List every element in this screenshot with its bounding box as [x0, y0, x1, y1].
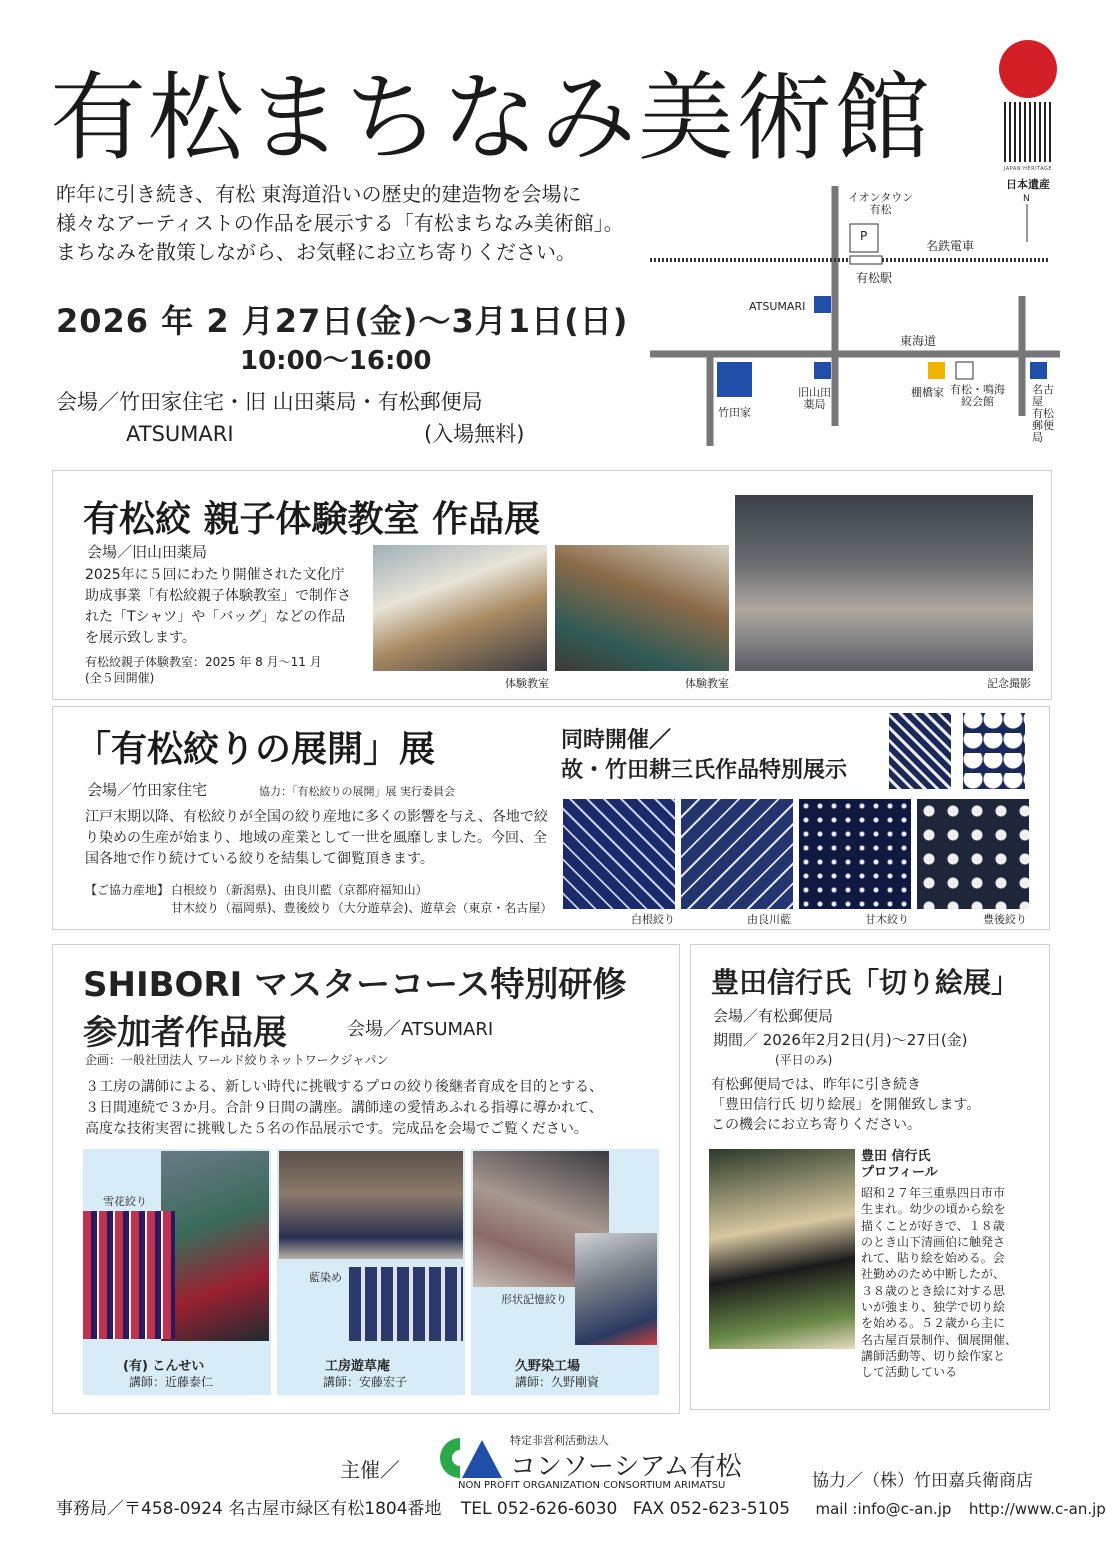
- profile-line: 講師活動等、切り絵作家と: [861, 1348, 1006, 1363]
- station-box: [850, 256, 882, 264]
- photo-amagi: [799, 799, 911, 909]
- photo-kimono-1: [889, 713, 951, 789]
- section3-body: 高度な技術実習に挑戦した５名の作品展示です。完成品を会場でご覧ください。: [85, 1121, 588, 1137]
- event-venue: [56, 386, 483, 450]
- office-info: [56, 1494, 1106, 1519]
- workshop-name: 久野染工場: [515, 1359, 581, 1374]
- kirie-artwork: [709, 1149, 855, 1349]
- workshop-tag: 雪花絞り: [103, 1195, 147, 1208]
- tanahashi-marker: [928, 362, 945, 379]
- map-label-post: 名古屋 有松 郵便局: [1032, 383, 1054, 444]
- section4-body: 有松郵便局では、昨年に引き続き: [711, 1077, 921, 1093]
- photo-caption: 体験教室: [505, 677, 549, 690]
- access-map: [650, 186, 1060, 446]
- map-label-station: 有松駅: [856, 271, 893, 285]
- profile-line: して活動している: [861, 1365, 958, 1380]
- intro-line: 昨年に引き続き、有松 東海道沿いの歴史的建造物を会場に: [56, 182, 582, 206]
- yamada-marker: [814, 362, 831, 379]
- workshop-name: (有) こんせい: [123, 1359, 205, 1374]
- photo-yuragawa: [681, 799, 793, 909]
- profile-line: いが強まり、独学で切り絵: [861, 1300, 1006, 1315]
- photo-caption: 由良川藍: [747, 913, 791, 926]
- section4-body: この機会にお立ち寄りください。: [711, 1117, 921, 1133]
- map-label-north: N: [1023, 194, 1030, 204]
- photo-caption: 記念撮影: [987, 677, 1031, 690]
- map-label-aeon: イオンタウン 有松: [848, 191, 914, 216]
- organizer-label: 主催／: [340, 1458, 400, 1482]
- venue-line: 会場／竹田家住宅・旧 山田薬局・有松郵便局: [56, 390, 483, 414]
- profile-line: 描くことが好きで、１８歳: [861, 1218, 1005, 1233]
- profile-title: プロフィール: [861, 1165, 938, 1180]
- photo-group: [735, 495, 1033, 671]
- admission-free: (入場無料): [424, 422, 525, 446]
- office-mail[interactable]: mail :info@c-an.jp: [815, 1500, 952, 1518]
- cooperation: 協力／（株）竹田嘉兵衛商店: [812, 1471, 1033, 1491]
- section4-title: 豊田信行氏「切り絵展」: [711, 966, 1020, 999]
- atsumari-marker: [814, 296, 831, 313]
- profile-line: ３８歳のとき絵に対する思: [861, 1283, 1006, 1298]
- section4-venue: 会場／有松郵便局: [713, 1007, 834, 1025]
- workshop-tag: 藍染め: [309, 1271, 342, 1284]
- venue-line: ATSUMARI: [126, 422, 234, 446]
- photo-workshop-2: [555, 545, 729, 671]
- section2-regions-label: 【ご協力産地】: [85, 883, 170, 897]
- section2-regions: 甘木絞り（福岡県)、豊後絞り（大分遊草会)、遊草会（東京・名古屋）: [171, 901, 553, 915]
- map-label-parking: P: [860, 229, 868, 243]
- section4-body: 「豊田信行氏 切り絵展」を開催致します。: [711, 1097, 981, 1113]
- japan-heritage-logo: [996, 40, 1060, 192]
- map-label-atsumari: ATSUMARI: [749, 300, 806, 313]
- org-name: コンソーシアム有松: [510, 1452, 742, 1482]
- map-label-meitetsu: 名鉄電車: [926, 239, 975, 253]
- workshop-name: 工房遊草庵: [325, 1359, 391, 1374]
- section1-body: 2025年に５回にわたり開催された文化庁助成事業「有松絞親子体験教室」で制作された「Tシャツ」や「バッグ」などの作品を展示致します。: [85, 567, 351, 646]
- heritage-mark-icon: [1004, 102, 1052, 162]
- map-label-kaikan: 有松・鳴海 絞会館: [950, 383, 1005, 408]
- profile-line: を始める。５２歳から主に: [861, 1316, 1006, 1331]
- profile-line: 名古屋百景制作、個展開催、: [861, 1332, 1018, 1347]
- section1-note: (全５回開催): [85, 671, 155, 685]
- photo-kuno-2: [575, 1233, 657, 1345]
- section3-venue: 会場／ATSUMARI: [347, 1019, 494, 1040]
- section2-subtitle: 故・竹田耕三氏作品特別展示: [561, 758, 848, 783]
- office-tel: TEL 052-626-6030: [460, 1499, 618, 1519]
- workshop-teacher: 講師：安藤宏子: [323, 1375, 408, 1389]
- post-marker: [1030, 362, 1047, 379]
- section2-subtitle: 同時開催／: [561, 728, 672, 753]
- intro-text: [56, 180, 666, 267]
- section3-body: ３日間連続で３か月。合計９日間の講座。講師達の愛情あふれる指導に導かれて、: [85, 1100, 603, 1116]
- section3-title: SHIBORI マスターコース特別研修: [83, 965, 627, 1005]
- profile-title: 豊田 信行氏: [861, 1149, 931, 1164]
- photo-konsei-2: [83, 1211, 175, 1339]
- heritage-small-text: JAPAN HERITAGE: [1003, 166, 1053, 172]
- kaikan-marker: [956, 362, 973, 379]
- section-shibori-master: [52, 944, 680, 1414]
- profile-line: 社勤めのため中断したが、: [861, 1267, 1006, 1282]
- section2-coop: 協力：「有松絞りの展開」展 実行委員会: [259, 785, 455, 798]
- event-date: 2026 年 2 月27日(金)～3月1日(日): [56, 302, 629, 340]
- section1-note: 有松絞親子体験教室：2025 年 8 月～11 月: [85, 655, 322, 669]
- section1-title: 有松絞 親子体験教室 作品展: [83, 499, 541, 540]
- office-address: 事務局／〒458-0924 名古屋市緑区有松1804番地: [56, 1499, 442, 1519]
- photo-workshop-1: [373, 545, 547, 671]
- map-label-yamada: 旧山田 薬局: [798, 386, 831, 411]
- section2-venue: 会場／竹田家住宅: [87, 781, 208, 799]
- section-oyako-exhibition: [52, 470, 1052, 700]
- section3-title: 参加者作品展: [83, 1013, 287, 1053]
- office-fax: FAX 052-623-5105: [632, 1499, 791, 1519]
- intro-line: まちなみを散策しながら、お気軽にお立ち寄りください。: [56, 240, 576, 264]
- workshop-card-yusoan: [277, 1149, 465, 1395]
- photo-caption: 体験教室: [685, 677, 729, 690]
- photo-caption: 豊後絞り: [983, 913, 1027, 926]
- map-label-tokaido: 東海道: [900, 334, 937, 348]
- page-title: 有松まちなみ美術館: [50, 62, 932, 174]
- consortium-logo-icon: [438, 1436, 502, 1480]
- red-sun-icon: [999, 40, 1057, 98]
- photo-kimono-2: [963, 713, 1025, 789]
- section3-body: ３工房の講師による、新しい時代に挑戦するプロの絞り後継者育成を目的とする、: [85, 1079, 603, 1095]
- profile-text: [861, 1185, 1017, 1381]
- section4-period: 期間／ 2026年2月2日(月)～27日(金): [713, 1031, 968, 1049]
- workshop-card-konsei: [83, 1149, 271, 1395]
- photo-yusoan-2: [349, 1267, 463, 1341]
- section1-venue: 会場／旧山田薬局: [87, 543, 208, 561]
- section3-planning: 企画：一般社団法人 ワールド絞りネットワークジャパン: [85, 1053, 389, 1067]
- profile-line: れて、貼り絵を始める。会: [861, 1251, 1005, 1266]
- takeda-marker: [717, 362, 752, 397]
- section2-regions: 白根絞り（新潟県)、由良川藍（京都府福知山）: [171, 883, 428, 897]
- section-shibori-development: [52, 706, 1050, 930]
- profile-line: 生まれ。幼少の頃から絵を: [861, 1202, 1006, 1217]
- event-time: 10:00～16:00: [240, 346, 432, 376]
- photo-bungo: [917, 799, 1029, 909]
- section2-body: 江戸末期以降、有松絞りが全国の絞り産地に多くの影響を与え、各地で絞り染めの生産が始まり、地域の産業として一世を風靡しました。今回、全国各地で作り続けている絞りを結集して御覧頂きます。: [85, 809, 548, 867]
- profile-line: のとき山下清画伯に触発さ: [861, 1234, 1006, 1249]
- office-url[interactable]: http://www.c-an.jp: [968, 1500, 1106, 1518]
- map-label-tanahashi: 棚橋家: [911, 386, 944, 399]
- heritage-label: 日本遺産: [1006, 178, 1050, 191]
- consortium-logo: [438, 1432, 768, 1492]
- profile-line: 昭和２７年三重県四日市市: [861, 1186, 1006, 1200]
- org-en: NON PROFIT ORGANIZATION CONSORTIUM ARIMATSU: [458, 1480, 726, 1491]
- section-kirie-exhibition: [690, 944, 1050, 1410]
- photo-caption: 甘木絞り: [865, 913, 909, 926]
- workshop-tag: 形状記憶絞り: [501, 1293, 567, 1306]
- photo-yusoan-1: [279, 1151, 463, 1259]
- photo-konsei-1: [161, 1151, 269, 1341]
- map-label-takeda: 竹田家: [718, 406, 751, 419]
- section2-title: 「有松絞りの展開」展: [75, 729, 436, 770]
- photo-caption: 白根絞り: [631, 913, 675, 926]
- section4-weekday: (平日のみ): [775, 1053, 833, 1067]
- workshop-teacher: 講師：近藤泰仁: [129, 1375, 214, 1389]
- workshop-card-kuno: [471, 1149, 659, 1395]
- org-small: 特定非営利活動法人: [510, 1434, 609, 1447]
- workshop-teacher: 講師：久野剛資: [515, 1375, 600, 1389]
- photo-shirone: [563, 799, 675, 909]
- intro-line: 様々なアーティストの作品を展示する「有松まちなみ美術館」。: [56, 211, 624, 235]
